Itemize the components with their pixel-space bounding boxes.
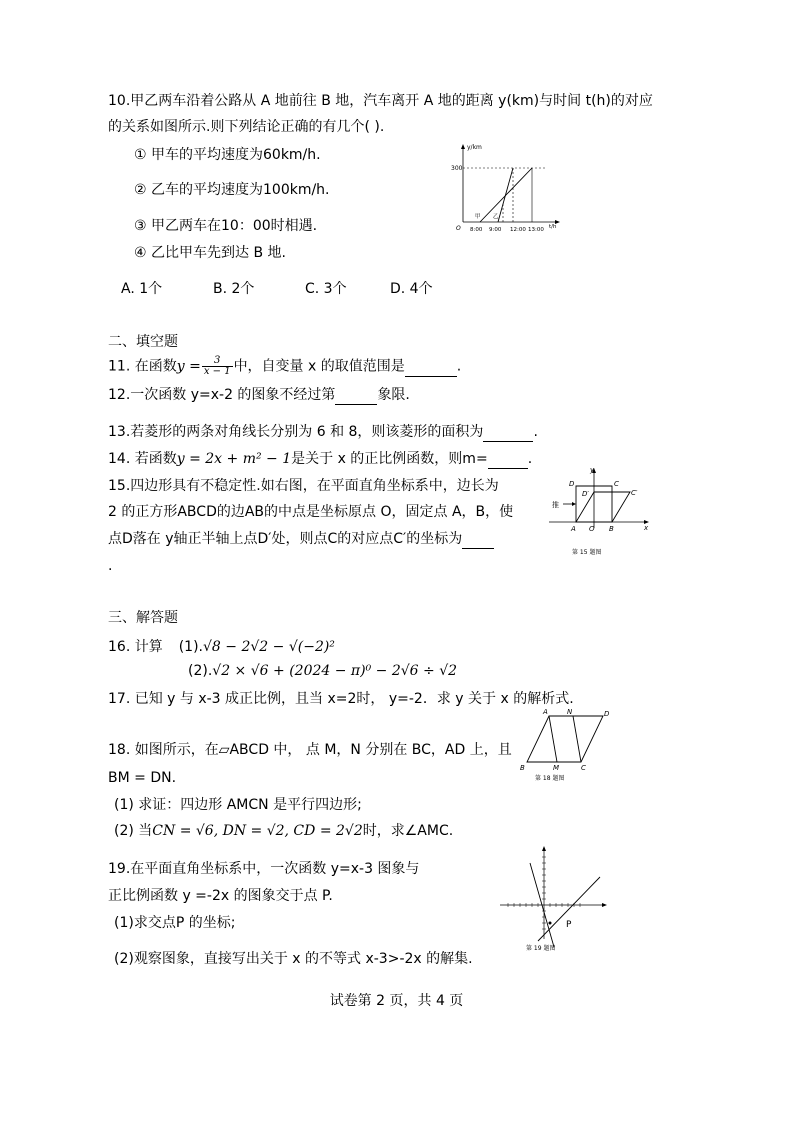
label-x: x (644, 524, 649, 532)
q18-parallelogram-figure (515, 706, 615, 782)
q11-frac-den: x − 1 (203, 366, 231, 377)
q15-line3-text: 点D落在 y轴正半轴上点D′处，则点C的对应点C′的坐标为 (108, 531, 463, 547)
label-n: N (567, 708, 573, 716)
label-b: B (520, 764, 525, 772)
label-d-prime: D′ (582, 490, 589, 498)
q19-line2: 正比例函数 y =-2x 的图象交于点 P. (108, 888, 333, 904)
label-c-prime: C′ (631, 489, 638, 497)
q15-answer-blank[interactable] (462, 534, 494, 549)
x-tick-13: 13:00 (528, 227, 544, 233)
q10-text-line1: 10.甲乙两车沿着公路从 A 地前往 B 地，汽车离开 A 地的距离 y(km)与时间 t(h)的对应 (108, 93, 653, 109)
label-o: O (589, 525, 595, 533)
q14-end: . (527, 451, 533, 467)
q11-answer-blank[interactable] (405, 362, 457, 377)
x-axis-arrow-icon (602, 903, 607, 907)
q16-line1 (108, 637, 335, 657)
section2-title: 二、填空题 (108, 334, 178, 350)
q15-line2: 2 的正方形ABCD的边AB的中点是坐标原点 O，固定点 A，B，使 (108, 504, 514, 520)
segment-nc (573, 716, 581, 762)
q11-prefix: 11. 在函数 (108, 358, 177, 375)
line-y-x-minus-3[interactable] (538, 877, 600, 941)
q16-line2 (188, 661, 457, 681)
q13-prefix: 13.若菱形的两条对角线长分别为 6 和 8，则该菱形的面积为 (108, 424, 484, 440)
label-c: C (581, 764, 586, 772)
q13-line (108, 422, 538, 442)
q15-figure (545, 464, 655, 560)
q10-statement-1: ① 甲车的平均速度为60km/h. (134, 147, 321, 163)
q12-line (108, 385, 410, 405)
q14-line (108, 449, 532, 469)
label-y: y (590, 466, 595, 474)
jia-label: 甲 (475, 214, 481, 220)
jia-line (480, 168, 532, 222)
q11-end: . (456, 358, 462, 375)
xlabel: t/h (549, 224, 557, 230)
section3-title: 三、解答题 (108, 610, 178, 626)
label-d: D (604, 710, 610, 718)
label-p: P (566, 920, 572, 930)
q13-end: . (533, 424, 538, 440)
push-label: 推 (552, 501, 559, 509)
point-p (549, 922, 552, 925)
yi-line (498, 168, 513, 222)
q15-line4: . (108, 558, 113, 574)
q18-sub2 (114, 821, 453, 841)
q15-line1: 15.四边形具有不稳定性.如右图，在平面直角坐标系中，边长为 (108, 478, 499, 494)
q12-answer-blank[interactable] (335, 390, 377, 405)
q18-line2: BM = DN. (108, 770, 177, 786)
q15-line3 (108, 529, 494, 549)
q10-statement-2: ② 乙车的平均速度为100km/h. (134, 182, 330, 198)
q10-option-c: C. 3个 (305, 281, 347, 297)
q11-suffix: 中，自变量 x 的取值范围是 (233, 358, 405, 375)
label-a: A (571, 525, 576, 533)
q19-sub1: (1)求交点P 的坐标; (114, 915, 236, 931)
q10-statement-3: ③ 甲乙两车在10：00时相遇. (134, 218, 318, 234)
q14-answer-blank[interactable] (488, 454, 528, 469)
q14-math: y = 2x + m² − 1 (176, 451, 292, 467)
segment-am (549, 716, 557, 762)
label-c: C (614, 480, 619, 488)
q16-part2-math: √2 × √6 + (2024 − π)⁰ − 2√6 ÷ √2 (212, 663, 458, 679)
q10-statement-4: ④ 乙比甲车先到达 B 地. (134, 245, 286, 261)
label-b: B (609, 525, 614, 533)
x-tick-12: 12:00 (510, 227, 526, 233)
y-axis-arrow-icon (461, 144, 465, 149)
q18-line1: 18. 如图所示，在▱ABCD 中， 点 M，N 分别在 BC，AD 上，且 (108, 742, 512, 758)
q16-part2-label: (2). (188, 663, 213, 679)
q19-line1: 19.在平面直角坐标系中，一次函数 y=x-3 图象与 (108, 861, 420, 877)
q13-answer-blank[interactable] (483, 427, 533, 442)
q10-option-a: A. 1个 (121, 281, 163, 297)
x-tick-9: 9:00 (489, 227, 502, 233)
q11-fraction (202, 356, 233, 377)
label-a: A (543, 708, 548, 716)
page-footer: 试卷第 2 页，共 4 页 (329, 993, 464, 1009)
q10-option-d: D. 4个 (390, 281, 433, 297)
q14-prefix: 14. 若函数 (108, 451, 177, 467)
yi-label: 乙 (493, 214, 499, 220)
q15-caption: 第 15 题图 (572, 549, 602, 556)
q18-sub2-math: CN = √6, DN = √2, CD = 2√2 (152, 823, 363, 839)
q10-text-line2: 的关系如图所示.则下列结论正确的有几个( ). (108, 119, 385, 135)
q19-sub2: (2)观察图象，直接写出关于 x 的不等式 x-3>-2x 的解集. (114, 951, 473, 967)
q18-sub2-suffix: 时，求∠AMC. (362, 823, 454, 839)
q16-part1-label: (1). (178, 639, 203, 655)
q10-option-b: B. 2个 (213, 281, 255, 297)
q16-part1-math: √8 − 2√2 − √(−2)² (203, 639, 335, 655)
q18-sub1: (1) 求证：四边形 AMCN 是平行四边形; (114, 797, 362, 813)
q12-suffix: 象限. (377, 387, 410, 403)
x-tick-8: 8:00 (470, 227, 483, 233)
q12-prefix: 12.一次函数 y=x-2 的图象不经过第 (108, 387, 336, 403)
q11-math-lhs: y = (176, 358, 201, 375)
y-tick-300: 300 (451, 165, 463, 172)
q10-distance-time-graph (450, 138, 565, 236)
q19-coordinate-figure (496, 843, 608, 953)
origin-label: O (456, 225, 461, 232)
q16-prefix: 16. 计算 (108, 639, 163, 655)
label-m: M (553, 764, 560, 772)
q17-text: 17. 已知 y 与 x-3 成正比例，且当 x=2时， y=-2．求 y 关于 x 的解析式. (108, 691, 574, 707)
q18-sub2-prefix: (2) 当 (114, 823, 153, 839)
q19-caption: 第 19 题图 (526, 945, 556, 952)
push-arrow-icon (572, 502, 576, 506)
q11-line (108, 356, 461, 377)
q14-mid: 是关于 x 的正比例函数，则m= (291, 451, 488, 467)
q18-caption: 第 18 题图 (535, 775, 565, 782)
y-axis-arrow-icon (542, 846, 546, 851)
parallelogram-abcd (527, 716, 603, 762)
q11-frac-num: 3 (202, 356, 233, 367)
label-d: D (569, 480, 575, 488)
ylabel: y/km (467, 144, 482, 151)
